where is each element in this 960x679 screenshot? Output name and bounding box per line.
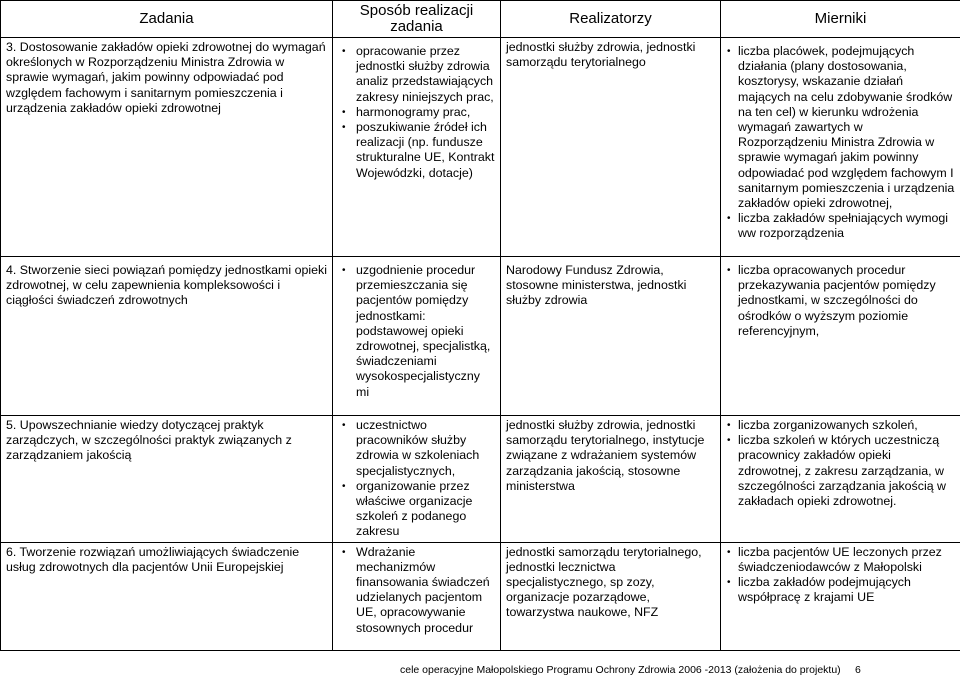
list-item: • uczestnictwo pracowników służby zdrowia w szkoleniach specjalistycznych, [338, 418, 495, 479]
list-item: • poszukiwanie źródeł ich realizacji (np. fundusze strukturalne UE, Kontrakt Wojewódzki, dotacje) [338, 120, 495, 181]
executors-cell: Narodowy Fundusz Zdrowia, stosowne ministerstwa, jednostki służby zdrowia [501, 257, 721, 416]
methods-cell [333, 542, 501, 650]
list-item: • opracowanie przez jednostki służby zdrowia analiz przedstawiających zakresy niniejszych prac, [338, 44, 495, 105]
measures-cell [721, 38, 960, 257]
list-item: • liczba placówek, podejmujących działania (plany dostosowania, kosztorysy, wskazanie działań mających na celu zdobywanie środków na ten cel) w kierunku wdrożenia wymagań zawartych w Rozporządzeniu Ministra Zdrowia w sprawie wymagań jakim powinny odpowiadać pod względem fachowym I sanitarnym pomieszczenia i urządzenia zakładów opieki zdrowotnej, [726, 44, 955, 211]
list-item: • organizowanie przez właściwe organizacje szkoleń z podanego zakresu [338, 479, 495, 540]
methods-list [338, 44, 495, 181]
executors-cell: jednostki służby zdrowia, jednostki samorządu terytorialnego [501, 38, 721, 257]
measures-list [726, 545, 955, 606]
measures-list [726, 44, 955, 242]
executors-cell: jednostki służby zdrowia, jednostki samorządu terytorialnego, instytucje związane z wdrażaniem systemów zarządzania jakością, stosowne ministerstwa [501, 416, 721, 543]
methods-cell [333, 38, 501, 257]
header-row [1, 1, 960, 38]
page-number: 6 [855, 664, 861, 676]
methods-cell [333, 257, 501, 416]
methods-list [338, 418, 495, 540]
header-methods: Sposób realizacji zadania [333, 1, 501, 38]
table-row [1, 542, 960, 650]
header-measures: Mierniki [721, 1, 960, 38]
list-item: • liczba zakładów spełniających wymogi ww rozporządzenia [726, 211, 955, 241]
task-cell: 5. Upowszechnianie wiedzy dotyczącej praktyk zarządczych, w szczególności praktyk związanych z zarządzaniem jakością [1, 416, 333, 543]
header-tasks: Zadania [1, 1, 333, 38]
header-executors: Realizatorzy [501, 1, 721, 38]
methods-list [338, 263, 495, 400]
measures-list [726, 263, 955, 339]
list-item: • liczba szkoleń w których uczestniczą pracownicy zakładów opieki zdrowotnej, z zakresu zarządzania, w szczególności zarządzania jakością w zakładach opieki zdrowotnej. [726, 433, 955, 509]
list-item: • harmonogramy prac, [338, 105, 495, 120]
methods-list [338, 545, 495, 636]
task-cell: 3. Dostosowanie zakładów opieki zdrowotnej do wymagań określonych w Rozporządzeniu Ministra Zdrowia w sprawie wymagań, jakim powinny odpowiadać pod względem fachowym i sanitarnym pomieszczenia i urządzenia zakładów opieki zdrowotnej [1, 38, 333, 257]
list-item: • Wdrażanie mechanizmów finansowania świadczeń udzielanych pacjentom UE, opracowywanie stosownych procedur [338, 545, 495, 636]
executors-cell: jednostki samorządu terytorialnego, jednostki lecznictwa specjalistycznego, sp zozy, organizacje pozarządowe, towarzystwa naukowe, NFZ [501, 542, 721, 650]
task-cell: 6. Tworzenie rozwiązań umożliwiających świadczenie usług zdrowotnych dla pacjentów Unii Europejskiej [1, 542, 333, 650]
measures-cell [721, 542, 960, 650]
methods-cell [333, 416, 501, 543]
measures-cell [721, 416, 960, 543]
list-item: • liczba zorganizowanych szkoleń, [726, 418, 955, 433]
footer-text: cele operacyjne Małopolskiego Programu Ochrony Zdrowia 2006 -2013 (założenia do projektu) [400, 664, 841, 676]
measures-cell [721, 257, 960, 416]
list-item: • uzgodnienie procedur przemieszczania się pacjentów pomiędzy jednostkami: podstawowej opieki zdrowotnej, specjalistką, świadczeniami wysokospecjalistyczny mi [338, 263, 495, 400]
table-row [1, 38, 960, 257]
table-row [1, 416, 960, 543]
task-cell: 4. Stworzenie sieci powiązań pomiędzy jednostkami opieki zdrowotnej, w celu zapewnienia kompleksowości i ciągłości świadczeń zdrowotnych [1, 257, 333, 416]
list-item: • liczba zakładów podejmujących współpracę z krajami UE [726, 575, 955, 605]
measures-list [726, 418, 955, 509]
table-row [1, 257, 960, 416]
list-item: • liczba opracowanych procedur przekazywania pacjentów pomiędzy jednostkami, w szczególności do ośrodków o wyższym poziomie referencyjnym, [726, 263, 955, 339]
list-item: • liczba pacjentów UE leczonych przez świadczeniodawców z Małopolski [726, 545, 955, 575]
